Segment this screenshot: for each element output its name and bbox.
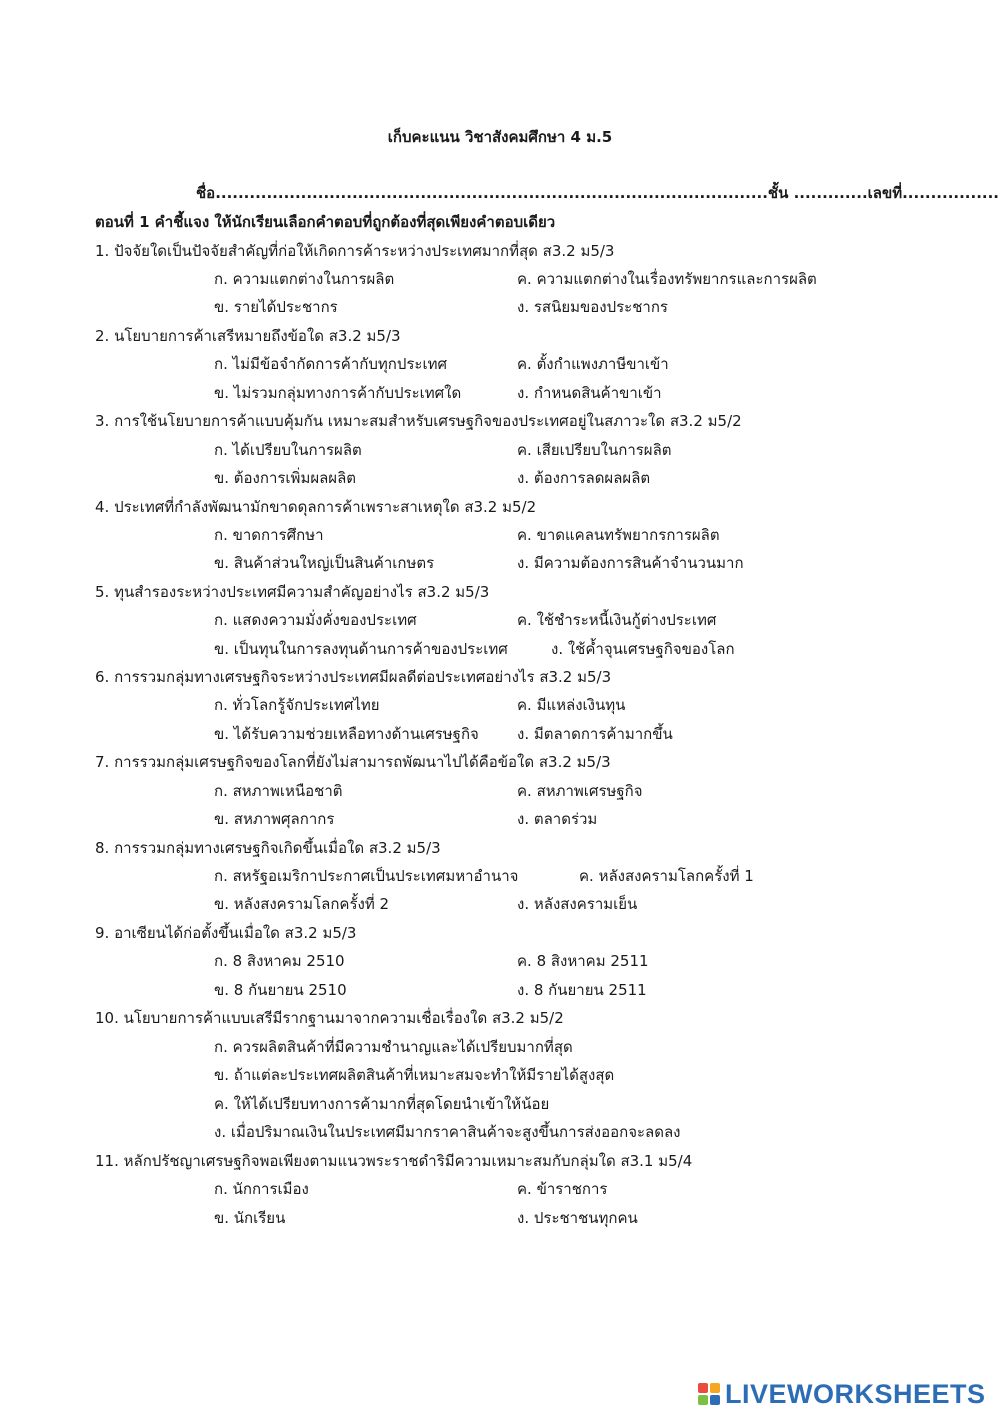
option-3a: ก. ได้เปรียบในการผลิต: [214, 441, 362, 459]
option-4c: ค. ขาดแคลนทรัพยากรการผลิต: [517, 526, 720, 544]
question-7: 7. การรวมกลุ่มเศรษฐกิจของโลกที่ยังไม่สามารถพัฒนาไปได้คือข้อใด ส3.2 ม5/3: [95, 753, 611, 771]
option-2c: ค. ตั้งกำแพงภาษีขาเข้า: [517, 355, 669, 373]
question-5: 5. ทุนสำรองระหว่างประเทศมีความสำคัญอย่างไร ส3.2 ม5/3: [95, 583, 490, 601]
logo-square-orange: [710, 1383, 720, 1393]
option-1c: ค. ความแตกต่างในเรื่องทรัพยากรและการผลิต: [517, 270, 817, 288]
option-9a: ก. 8 สิงหาคม 2510: [214, 952, 345, 970]
option-1d: ง. รสนิยมของประชากร: [517, 298, 668, 316]
liveworksheets-logo: [698, 1379, 986, 1409]
option-3c: ค. เสียเปรียบในการผลิต: [517, 441, 672, 459]
question-10: 10. นโยบายการค้าแบบเสรีมีรากฐานมาจากความเชื่อเรื่องใด ส3.2 ม5/2: [95, 1009, 564, 1027]
question-6: 6. การรวมกลุ่มทางเศรษฐกิจระหว่างประเทศมีผลดีต่อประเทศอย่างไร ส3.2 ม5/3: [95, 668, 612, 686]
option-3d: ง. ต้องการลดผลผลิต: [517, 469, 651, 487]
option-11d: ง. ประชาชนทุกคน: [517, 1209, 638, 1227]
question-1: 1. ปัจจัยใดเป็นปัจจัยสำคัญที่ก่อให้เกิดการค้าระหว่างประเทศมากที่สุด ส3.2 ม5/3: [95, 242, 615, 260]
option-10d: ง. เมื่อปริมาณเงินในประเทศมีมากราคาสินค้าจะสูงขึ้นการส่งออกจะลดลง: [214, 1123, 681, 1141]
option-6a: ก. ทั่วโลกรู้จักประเทศไทย: [214, 696, 380, 714]
page-title: เก็บคะแนน วิชาสังคมศึกษา 4 ม.5: [387, 128, 613, 146]
option-8a: ก. สหรัฐอเมริกาประกาศเป็นประเทศมหาอำนาจ: [214, 867, 519, 885]
logo-square-green: [698, 1395, 708, 1405]
option-4a: ก. ขาดการศึกษา: [214, 526, 324, 544]
option-4b: ข. สินค้าส่วนใหญ่เป็นสินค้าเกษตร: [214, 554, 435, 572]
logo-square-blue: [710, 1395, 720, 1405]
option-9c: ค. 8 สิงหาคม 2511: [517, 952, 649, 970]
option-6b: ข. ได้รับความช่วยเหลือทางด้านเศรษฐกิจ: [214, 725, 479, 743]
instructions: ตอนที่ 1 คำชี้แจง ให้นักเรียนเลือกคำตอบที่ถูกต้องที่สุดเพียงคำตอบเดียว: [95, 213, 556, 231]
option-7a: ก. สหภาพเหนือชาติ: [214, 782, 343, 800]
option-11c: ค. ข้าราชการ: [517, 1180, 608, 1198]
question-9: 9. อาเซียนได้ก่อตั้งขึ้นเมื่อใด ส3.2 ม5/3: [95, 924, 357, 942]
option-8b: ข. หลังสงครามโลกครั้งที่ 2: [214, 895, 390, 913]
question-8: 8. การรวมกลุ่มทางเศรษฐกิจเกิดขึ้นเมื่อใด ส3.2 ม5/3: [95, 839, 441, 857]
option-6d: ง. มีตลาดการค้ามากขึ้น: [517, 725, 673, 743]
option-2a: ก. ไม่มีข้อจำกัดการค้ากับทุกประเทศ: [214, 355, 447, 373]
question-4: 4. ประเทศที่กำลังพัฒนามักขาดดุลการค้าเพราะสาเหตุใด ส3.2 ม5/2: [95, 498, 537, 516]
logo-square-red: [698, 1383, 708, 1393]
option-1b: ข. รายได้ประชากร: [214, 298, 338, 316]
option-7b: ข. สหภาพศุลกากร: [214, 810, 335, 828]
student-info-line: ชื่อ.................................................................................................ชั้น .............เลขที่.................: [196, 184, 999, 202]
option-5c: ค. ใช้ชำระหนี้เงินกู้ต่างประเทศ: [517, 611, 717, 629]
option-9d: ง. 8 กันยายน 2511: [517, 981, 647, 999]
option-2b: ข. ไม่รวมกลุ่มทางการค้ากับประเทศใด: [214, 384, 462, 402]
question-3: 3. การใช้นโยบายการค้าแบบคุ้มกัน เหมาะสมสำหรับเศรษฐกิจของประเทศอยู่ในสภาวะใด ส3.2 ม5/2: [95, 412, 742, 430]
liveworksheets-icon: [698, 1383, 720, 1405]
logo-text: LIVEWORKSHEETS: [725, 1378, 986, 1409]
option-3b: ข. ต้องการเพิ่มผลผลิต: [214, 469, 357, 487]
option-6c: ค. มีแหล่งเงินทุน: [517, 696, 626, 714]
option-10b: ข. ถ้าแต่ละประเทศผลิตสินค้าที่เหมาะสมจะทำให้มีรายได้สูงสุด: [214, 1066, 615, 1084]
option-2d: ง. กำหนดสินค้าขาเข้า: [517, 384, 662, 402]
option-9b: ข. 8 กันยายน 2510: [214, 981, 347, 999]
option-8c: ค. หลังสงครามโลกครั้งที่ 1: [579, 867, 754, 885]
option-8d: ง. หลังสงครามเย็น: [517, 895, 638, 913]
question-2: 2. นโยบายการค้าเสรีหมายถึงข้อใด ส3.2 ม5/3: [95, 327, 401, 345]
option-11a: ก. นักการเมือง: [214, 1180, 309, 1198]
option-4d: ง. มีความต้องการสินค้าจำนวนมาก: [517, 554, 744, 572]
option-5d: ง. ใช้ค้ำจุนเศรษฐกิจของโลก: [551, 640, 735, 658]
option-7d: ง. ตลาดร่วม: [517, 810, 598, 828]
option-10a: ก. ควรผลิตสินค้าที่มีความชำนาญและได้เปรียบมากที่สุด: [214, 1038, 573, 1056]
option-10c: ค. ให้ได้เปรียบทางการค้ามากที่สุดโดยนำเข้าให้น้อย: [214, 1095, 550, 1113]
option-11b: ข. นักเรียน: [214, 1209, 286, 1227]
option-1a: ก. ความแตกต่างในการผลิต: [214, 270, 395, 288]
option-7c: ค. สหภาพเศรษฐกิจ: [517, 782, 643, 800]
option-5a: ก. แสดงความมั่งคั่งของประเทศ: [214, 611, 417, 629]
option-5b: ข. เป็นทุนในการลงทุนด้านการค้าของประเทศ: [214, 640, 508, 658]
question-11: 11. หลักปรัชญาเศรษฐกิจพอเพียงตามแนวพระราชดำริมีความเหมาะสมกับกลุ่มใด ส3.1 ม5/4: [95, 1152, 693, 1170]
